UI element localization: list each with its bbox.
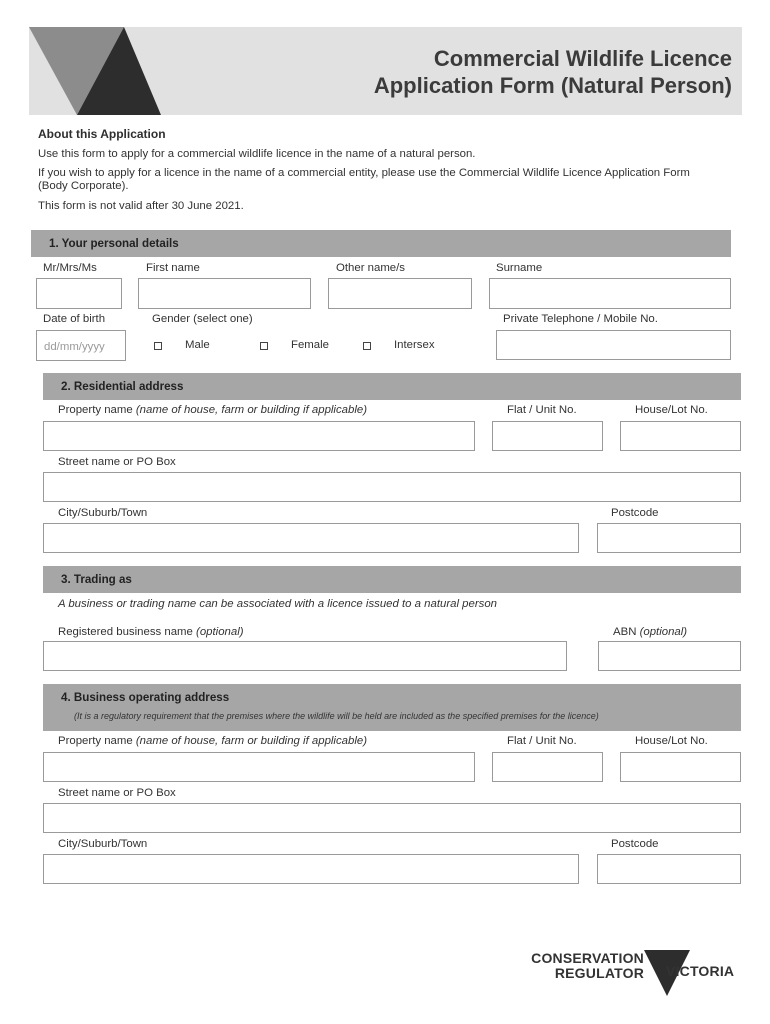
bus-house-label: House/Lot No. (635, 735, 708, 747)
bus-property-field[interactable] (43, 752, 475, 782)
business-name-hint: (optional) (196, 626, 244, 638)
bus-street-field[interactable] (43, 803, 741, 833)
first-name-field[interactable] (138, 278, 311, 309)
header-banner (29, 27, 742, 115)
phone-field[interactable] (496, 330, 731, 360)
abn-field[interactable] (598, 641, 741, 671)
title-label: Mr/Mrs/Ms (43, 262, 97, 274)
gender-female-checkbox[interactable] (260, 342, 268, 350)
section1-bar (31, 230, 731, 257)
phone-label: Private Telephone / Mobile No. (503, 313, 658, 325)
section4-title: 4. Business operating address (61, 691, 230, 704)
surname-label: Surname (496, 262, 543, 274)
res-property-hint: (name of house, farm or building if applicable) (135, 404, 367, 416)
res-house-label: House/Lot No. (635, 404, 708, 416)
gender-intersex-label: Intersex (394, 339, 435, 351)
section4-bar (43, 684, 741, 731)
gender-male-checkbox[interactable] (154, 342, 162, 350)
other-names-label: Other name/s (336, 262, 406, 274)
business-name-field[interactable] (43, 641, 567, 671)
gender-female-label: Female (291, 339, 329, 351)
res-flat-field[interactable] (492, 421, 603, 451)
bus-postcode-field[interactable] (597, 854, 741, 884)
form-title-line2: Application Form (Natural Person) (373, 73, 732, 98)
section1-title: 1. Your personal details (49, 237, 179, 250)
bus-house-field[interactable] (620, 752, 741, 782)
first-name-label: First name (146, 262, 200, 274)
section4-note: (It is a regulatory requirement that the premises where the wildlife will be held are included as the specified premises for the licence) (74, 711, 599, 721)
bus-city-field[interactable] (43, 854, 579, 884)
bus-street-label: Street name or PO Box (58, 787, 176, 799)
res-postcode-field[interactable] (597, 523, 741, 553)
section3-title: 3. Trading as (61, 573, 132, 586)
res-property-field[interactable] (43, 421, 475, 451)
surname-field[interactable] (489, 278, 731, 309)
section3-bar (43, 566, 741, 593)
about-para2: If you wish to apply for a licence in the name of a commercial entity, please use the Commercial Wildlife Licence Application Form (Body Corporate). (38, 167, 690, 192)
bus-property-hint: (name of house, farm or building if applicable) (135, 735, 367, 747)
logo-line3: VICTORIA (666, 963, 735, 979)
gender-label: Gender (select one) (152, 313, 253, 325)
logo-line2: REGULATOR (554, 965, 644, 981)
about-heading: About this Application (38, 127, 166, 141)
section2-title: 2. Residential address (61, 380, 184, 393)
res-city-label: City/Suburb/Town (58, 507, 148, 519)
bus-flat-field[interactable] (492, 752, 603, 782)
trading-note: A business or trading name can be associated with a licence issued to a natural person (58, 598, 498, 610)
section2-bar (43, 373, 741, 400)
bus-flat-label: Flat / Unit No. (507, 735, 577, 747)
business-name-label: Registered business name (optional) (58, 626, 244, 638)
form-title-line1: Commercial Wildlife Licence (433, 46, 732, 71)
gender-male-label: Male (185, 339, 210, 351)
bus-property-label: Property name (name of house, farm or building if applicable) (58, 735, 367, 747)
res-city-field[interactable] (43, 523, 579, 553)
other-names-field[interactable] (328, 278, 472, 309)
bus-city-label: City/Suburb/Town (58, 838, 148, 850)
abn-label: ABN (optional) (613, 626, 688, 638)
conservation-regulator-logo (518, 948, 733, 998)
res-street-label: Street name or PO Box (58, 456, 176, 468)
about-para3: This form is not valid after 30 June 2021. (38, 200, 244, 212)
logo-line1: CONSERVATION (531, 950, 644, 966)
res-house-field[interactable] (620, 421, 741, 451)
gender-intersex-checkbox[interactable] (363, 342, 371, 350)
about-para1: Use this form to apply for a commercial wildlife licence in the name of a natural person. (38, 148, 476, 160)
res-street-field[interactable] (43, 472, 741, 502)
bus-postcode-label: Postcode (611, 838, 659, 850)
res-property-label: Property name (name of house, farm or building if applicable) (58, 404, 367, 416)
dob-field[interactable] (36, 330, 126, 361)
res-flat-label: Flat / Unit No. (507, 404, 577, 416)
title-field[interactable] (36, 278, 122, 309)
dob-placeholder: dd/mm/yyyy (44, 341, 105, 353)
res-postcode-label: Postcode (611, 507, 659, 519)
dob-label: Date of birth (43, 313, 106, 325)
abn-hint: (optional) (639, 626, 688, 638)
